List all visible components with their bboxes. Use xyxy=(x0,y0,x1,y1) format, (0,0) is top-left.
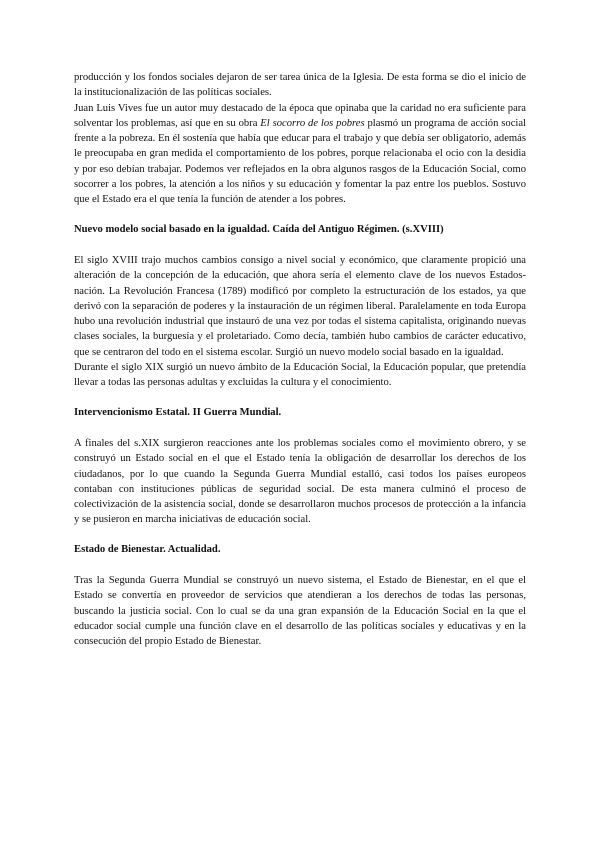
section-heading-state-intervention: Intervencionismo Estatal. II Guerra Mundial. xyxy=(74,406,282,418)
paragraph-social-state: A finales del s.XIX surgieron reacciones ante los problemas sociales como el movimiento obrero, y se construyó un Estado social en el que el Estado tenía la obligación de desarrollar los derechos de los ciudadanos, por lo que cuando la Segunda Guerra Mundial estalló, casi todos los países europeos contaban con instituciones públicas de seguridad social. De esta manera culminó el proceso de colectivización de la asistencia social, donde se desarrollaron muchos procesos de protección a la infancia y se pusieron en marcha iniciativas de educación social. xyxy=(74,437,526,526)
paragraph-xviii-century: El siglo XVIII trajo muchos cambios consigo a nivel social y económico, que claramente propició una alteración de la concepción de la educación, que ahora sería el elemento clave de los nuevos Estados-nación. La Revolución Francesa (1789) modificó por completo la estructuración de los estados, ya que derivó con la separación de poderes y la instauración de un régimen liberal. Paralelamente en toda Europa hubo una revolución industrial que instauró de una vez por todas el sistema capitalista, originando nuevas clases sociales, la burguesía y el proletariado. Como decía, también hubo cambios de carácter educativo, que se centraron del todo en el sistema escolar. Surgió un nuevo modelo social basado en la igualdad. xyxy=(74,254,526,358)
paragraph-popular-education: Durante el siglo XIX surgió un nuevo ámbito de la Educación Social, la Educación popular, que pretendía llevar a todas las personas adultas y excluidas la cultura y el conocimiento. xyxy=(74,362,526,389)
section-heading-welfare-state: Estado de Bienestar. Actualidad. xyxy=(74,543,221,555)
document-page xyxy=(74,70,526,650)
paragraph-juan-luis-vives xyxy=(74,101,526,208)
section-heading-xviii: Nuevo modelo social basado en la igualdad. Caída del Antiguo Régimen. (s.XVIII) xyxy=(74,223,444,235)
paragraph-institutionalization: producción y los fondos sociales dejaron de ser tarea única de la Iglesia. De esta forma se dio el inicio de la institucionalización de las políticas sociales. xyxy=(74,72,526,99)
paragraph-welfare-state: Tras la Segunda Guerra Mundial se construyó un nuevo sistema, el Estado de Bienestar, en el que el Estado se convertía en proveedor de servicios que atendieran a los derechos de todas las personas, buscando la justicia social. Con lo cual se da una gran expansión de la Educación Social en la que el educador social cumple una función clave en el desarrollo de las políticas sociales y educativas y en la consecución del propio Estado de Bienestar. xyxy=(74,575,526,648)
book-title: El socorro de los pobres xyxy=(260,117,365,129)
vives-text-end: plasmó un programa de acción social frente a la pobreza. En él sostenía que había que educar para el trabajo y que debía ser obligatorio, además le preocupaba en gran medida el comportamiento de los pobres, porque relacionaba el ocio con la desidia y por eso debían trabajar. Podemos ver reflejados en la obra algunos rasgos de la Educación Social, como socorrer a los pobres, la atención a los niños y su educación y fomentar la paz entre los pueblos. Sostuvo que el Estado era el que tenía la función de atender a los pobres. xyxy=(74,117,526,206)
vives-text-start: Juan Luis Vives fue un autor muy destacado de la época que opinaba que la caridad no era suficiente para solventar los problemas, así que en su obra xyxy=(74,102,526,129)
